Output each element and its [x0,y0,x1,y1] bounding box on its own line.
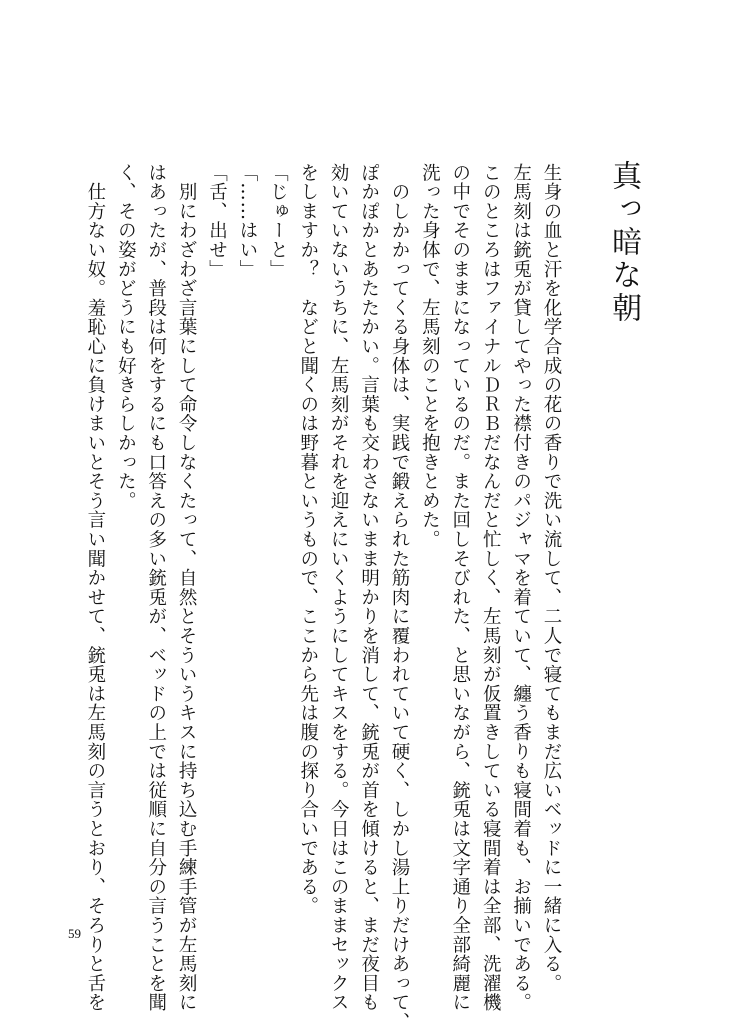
text-line: 生身の血と汗を化学合成の花の香りで洗い流して、二人で寝てもまだ広いベッドに一緒に入る。 [541,163,562,993]
chapter-title: 真っ暗な朝 [606,160,642,325]
dialogue-line: 「舌、出せ」 [206,163,228,279]
text-line: はあったが、普段は何をするにも口答えの多い銃兎が、ベッドの上では従順に自分の言うことを聞 [145,163,167,1013]
text-line: 洗った身体で、左馬刻のことを抱きとめた。 [419,163,441,549]
body-text [84,163,566,1032]
text-line: 別にわざわざ言葉にして命令しなくたって、自然とそういうキスに持ち込む手練手管が左馬刻に [176,163,198,1013]
text-line: く、その姿がどうにも好きらしかった。 [115,163,137,511]
text-line: ぽかぽかとあたたかい。言葉も交わさないまま明かりを消して、銃兎が首を傾けると、まだ夜目も [358,163,380,1013]
dialogue-line: 「……はい」 [236,163,258,279]
text-line: 仕方ない奴。羞恥心に負けまいとそう言い聞かせて、銃兎は左馬刻の言うとおり、そろりと舌を [84,163,106,1013]
dialogue-line: 「じゅーと」 [267,163,289,279]
text-line: 左馬刻は銃兎が貸してやった襟付きのパジャマを着ていて、纏う香りも寝間着も、お揃いである。 [510,163,532,1013]
text-line: の中でそのままになっているのだ。また回しそびれた、と思いながら、銃兎は文字通り全部綺麗に [449,163,471,1013]
text-line: をしますか？ などと聞くのは野暮というもので、ここから先は腹の探り合いである。 [297,163,319,916]
text-line: 効いていないうちに、左馬刻がそれを迎えにいくようにしてキスをする。今日はこのままセックス [328,163,350,1013]
text-line: のしかかってくる身体は、実践で鍛えられた筋肉に覆われていて硬く、しかし湯上りだけあって、 [388,163,410,1032]
page-number: 59 [68,926,81,941]
text-line: このところはファイナルＤＲＢだなんだと忙しく、左馬刻が仮置きしている寝間着は全部、洗濯機 [480,163,502,1013]
